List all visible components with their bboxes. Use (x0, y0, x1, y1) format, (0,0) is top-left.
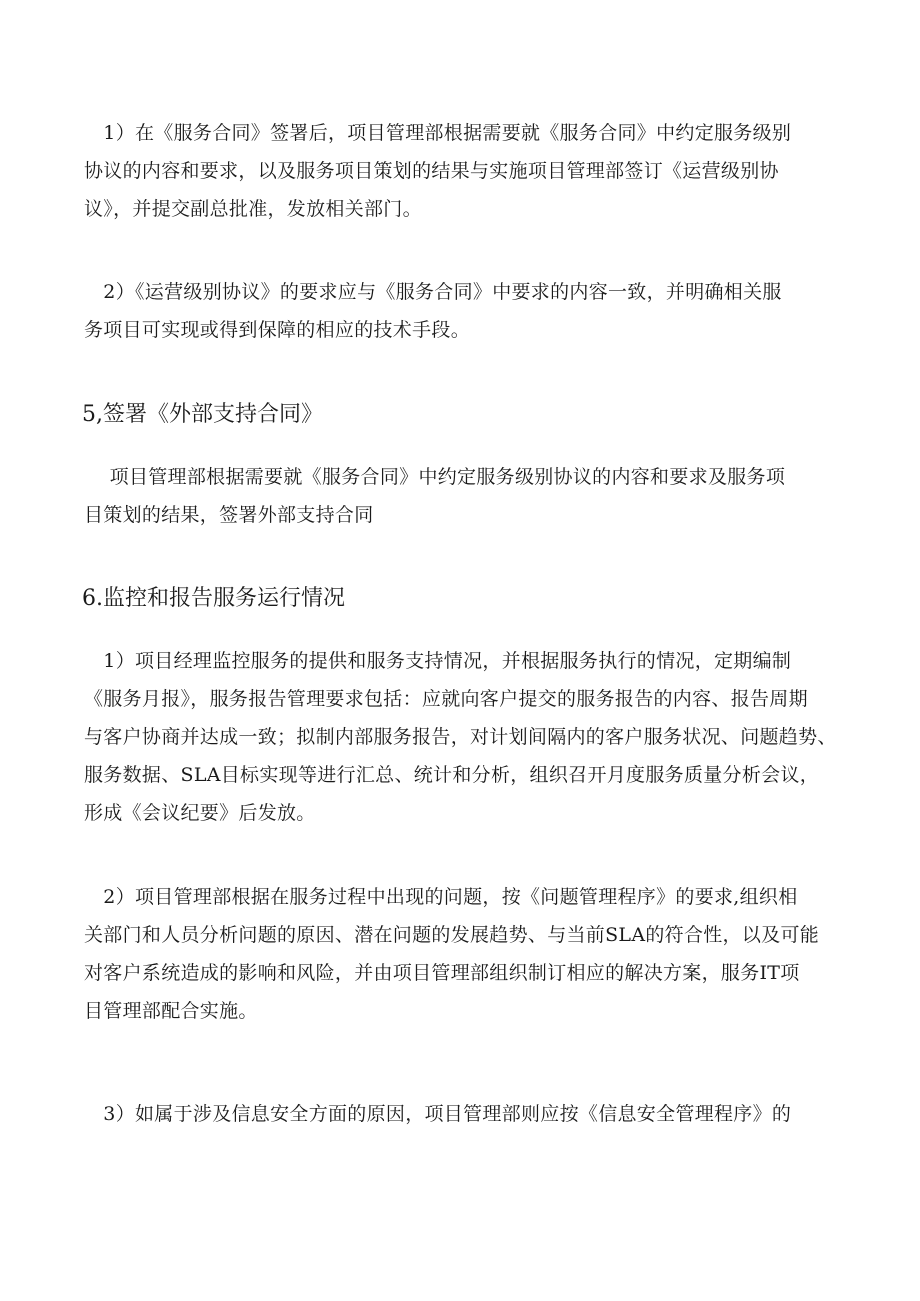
text-line: 2）《运营级别协议》的要求应与《服务合同》中要求的内容一致，并明确相关服 (84, 281, 782, 303)
text-line: 对客户系统造成的影响和风险，并由项目管理部组织制订相应的解决方案，服务IT项 (84, 962, 800, 984)
paragraph-operational-agreement-requirements (84, 273, 854, 349)
text-line: 项目管理部根据需要就《服务合同》中约定服务级别协议的内容和要求及服务项 (84, 466, 786, 488)
text-line: 目管理部配合实施。 (84, 1000, 258, 1022)
text-line: 服务数据、SLA目标实现等进行汇总、统计和分析，组织召开月度服务质量分析会议， (84, 764, 820, 786)
paragraph-external-support-contract (84, 458, 854, 534)
text-line: 协议的内容和要求，以及服务项目策划的结果与实施项目管理部签订《运营级别协 (84, 160, 779, 182)
text-line: 关部门和人员分析问题的原因、潜在问题的发展趋势、与当前SLA的符合性，以及可能 (84, 924, 820, 946)
text-line: 2）项目管理部根据在服务过程中出现的问题，按《问题管理程序》的要求,组织相 (84, 886, 798, 908)
paragraph-information-security (84, 1095, 854, 1133)
section-heading-6: 6.监控和报告服务运行情况 (82, 586, 345, 611)
text-line: 形成《会议纪要》后发放。 (84, 802, 316, 824)
text-line: 议》，并提交副总批准，发放相关部门。 (84, 198, 422, 220)
text-line: 务项目可实现或得到保障的相应的技术手段。 (84, 319, 471, 341)
text-line: 1）在《服务合同》签署后，项目管理部根据需要就《服务合同》中约定服务级别 (84, 122, 792, 144)
paragraph-operational-agreement-signing (84, 114, 854, 228)
text-line: 与客户协商并达成一致；拟制内部服务报告，对计划间隔内的客户服务状况、问题趋势、 (84, 726, 837, 748)
text-line: 《服务月报》，服务报告管理要求包括：应就向客户提交的服务报告的内容、报告周期 (84, 688, 808, 710)
section-heading-5: 5,签署《外部支持合同》 (82, 402, 323, 427)
text-line: 目策划的结果，签署外部支持合同 (84, 504, 374, 526)
text-line: 3）如属于涉及信息安全方面的原因，项目管理部则应按《信息安全管理程序》的 (84, 1103, 792, 1125)
paragraph-problem-analysis (84, 878, 854, 1030)
text-line: 1）项目经理监控服务的提供和服务支持情况，并根据服务执行的情况，定期编制 (84, 650, 792, 672)
paragraph-service-monitoring (84, 642, 854, 832)
